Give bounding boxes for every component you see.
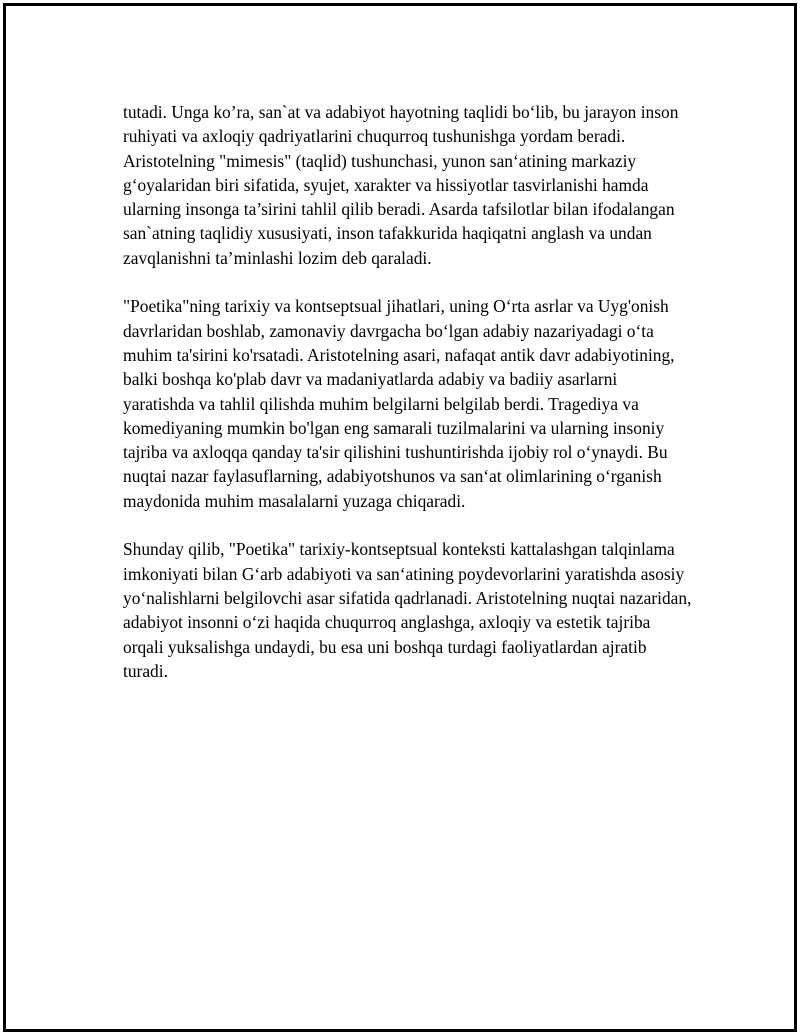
paragraph-3: Shunday qilib, "Poetika" tarixiy-kontseptsual konteksti kattalashgan talqinlama imkoniyati bilan G‘arb adabiyoti va san‘atining poydevorlarini yaratishda asosiy yo‘nalishlarni belgilovchi asar sifatida qadrlanadi. Aristotelning nuqtai nazaridan, adabiyot insonni o‘zi haqida chuqurroq anglashga, axloqiy va estetik tajriba orqali yuksalishga undaydi, bu esa uni boshqa turdagi faoliyatlardan ajratib turadi. <box>123 539 692 681</box>
paragraph-2: "Poetika"ning tarixiy va kontseptsual jihatlari, uning O‘rta asrlar va Uyg'onish davrlaridan boshlab, zamonaviy davrgacha bo‘lgan adabiy nazariyadagi o‘ta muhim ta'sirini ko'rsatadi. Aristotelning asari, nafaqat antik davr adabiyotining, balki boshqa ko'plab davr va madaniyatlarda adabiy va badiiy asarlarni yaratishda va tahlil qilishda muhim belgilarni belgilab berdi. Tragediya va komediyaning mumkin bo'lgan eng samarali tuzilmalarini va ularning insoniy tajriba va axloqqa qanday ta'sir qilishini tushuntirishda ijobiy rol o‘ynaydi. Bu nuqtai nazar faylasuflarning, adabiyotshunos va san‘at olimlarining o‘rganish maydonida muhim masalalarni yuzaga chiqaradi. <box>123 296 675 511</box>
document-body <box>123 100 693 707</box>
paragraph-1: tutadi. Unga ko’ra, san`at va adabiyot hayotning taqlidi bo‘lib, bu jarayon inson ruhiyati va axloqiy qadriyatlarini chuqurroq tushunishga yordam beradi. Aristotelning "mimesis" (taqlid) tushunchasi, yunon san‘atining markaziy g‘oyalaridan biri sifatida, syujet, xarakter va hissiyotlar tasvirlanishi hamda ularning insonga ta’sirini tahlil qilib beradi. Asarda tafsilotlar bilan ifodalangan san`atning taqlidiy xususiyati, inson tafakkurida haqiqatni anglash va undan zavqlanishni ta’minlashi lozim deb qaraladi. <box>123 102 679 268</box>
page-frame <box>3 3 797 1032</box>
